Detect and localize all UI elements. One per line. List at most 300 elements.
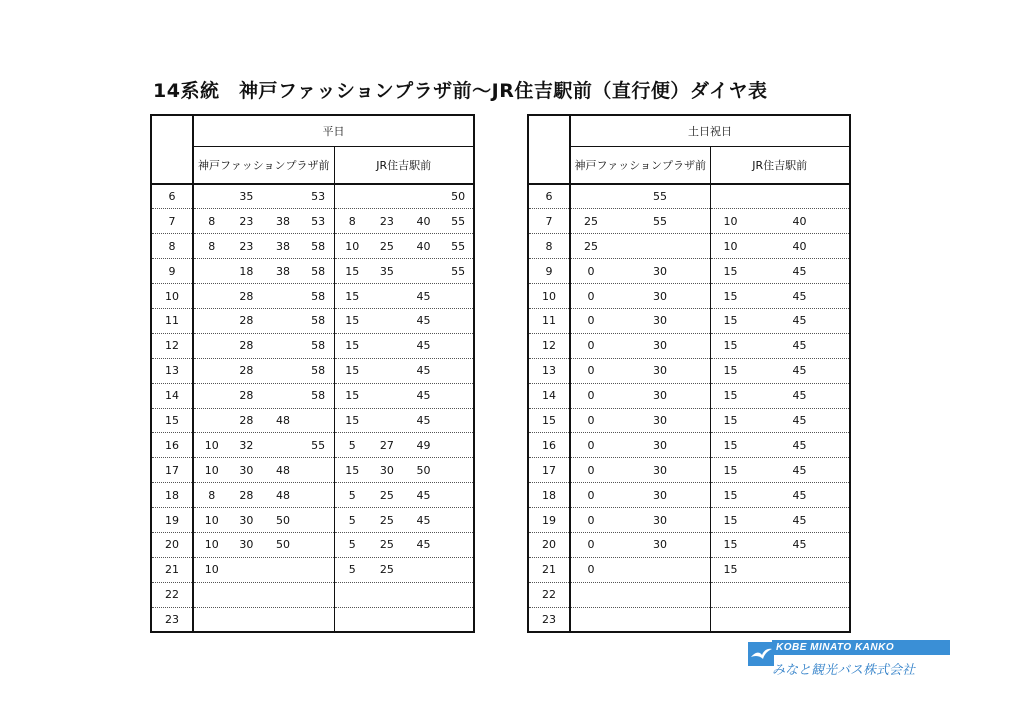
- hour-cell: 10: [151, 284, 193, 309]
- departures-a-cell: [193, 408, 334, 433]
- departure-minute: 27: [379, 438, 394, 452]
- departure-minute: 8: [208, 239, 216, 253]
- holiday-stop-a-header: 神戸ファッションプラザ前: [570, 147, 710, 185]
- departures-b-cell: [334, 582, 474, 607]
- departure-minute: 45: [792, 339, 807, 353]
- table-row: [151, 284, 474, 309]
- departures-a-cell: [193, 458, 334, 483]
- departures-b-cell: [710, 458, 850, 483]
- departure-minute: 10: [345, 239, 360, 253]
- departures-b-cell: [334, 358, 474, 383]
- departure-minute: 5: [348, 488, 356, 502]
- departures-a-cell: [570, 383, 710, 408]
- logo-name-jp: みなと観光バス株式会社: [772, 663, 916, 678]
- hour-cell: 18: [151, 483, 193, 508]
- departures-b-cell: [710, 209, 850, 234]
- departures-b-cell: [334, 284, 474, 309]
- departure-minute: 58: [311, 339, 326, 353]
- departure-minute: 28: [239, 314, 254, 328]
- hour-cell: 9: [151, 259, 193, 284]
- hour-cell: 12: [151, 333, 193, 358]
- departure-minute: 10: [204, 563, 219, 577]
- departure-minute: 32: [239, 438, 254, 452]
- departures-b-cell: [334, 483, 474, 508]
- departure-minute: 53: [311, 190, 326, 204]
- hour-cell: 22: [528, 582, 570, 607]
- departure-minute: 30: [653, 264, 667, 278]
- departure-minute: 45: [792, 289, 807, 303]
- departures-a-cell: [570, 607, 710, 632]
- table-row: [151, 333, 474, 358]
- departure-minute: 15: [345, 264, 360, 278]
- departures-a-cell: [570, 209, 710, 234]
- hour-cell: 13: [528, 358, 570, 383]
- departure-minute: 28: [239, 364, 254, 378]
- departures-b-cell: [334, 209, 474, 234]
- departure-minute: 15: [723, 264, 738, 278]
- table-row: [151, 234, 474, 259]
- departures-a-cell: [570, 483, 710, 508]
- departure-minute: 15: [723, 513, 738, 527]
- table-row: [528, 358, 850, 383]
- departure-minute: 15: [723, 389, 738, 403]
- departure-minute: 0: [587, 513, 595, 527]
- departure-minute: 10: [204, 513, 219, 527]
- departures-a-cell: [570, 508, 710, 533]
- table-row: [528, 508, 850, 533]
- departures-a-cell: [570, 234, 710, 259]
- departures-b-cell: [710, 333, 850, 358]
- departure-minute: 18: [239, 264, 254, 278]
- departure-minute: 10: [723, 214, 738, 228]
- departures-a-cell: [193, 582, 334, 607]
- table-row: [151, 557, 474, 582]
- departure-minute: 45: [416, 289, 431, 303]
- table-row: [528, 259, 850, 284]
- table-row: [528, 383, 850, 408]
- departure-minute: 15: [723, 413, 738, 427]
- table-row: [528, 308, 850, 333]
- departure-minute: 15: [723, 488, 738, 502]
- table-row: [528, 433, 850, 458]
- hour-cell: 6: [528, 184, 570, 209]
- departures-b-cell: [334, 607, 474, 632]
- holiday-stop-b-header: JR住吉駅前: [710, 147, 850, 185]
- company-logo: [748, 640, 948, 678]
- departure-minute: 0: [587, 289, 595, 303]
- departure-minute: 48: [276, 413, 291, 427]
- departure-minute: 45: [792, 413, 807, 427]
- departures-a-cell: [193, 308, 334, 333]
- departures-a-cell: [570, 433, 710, 458]
- departure-minute: 28: [239, 339, 254, 353]
- departure-minute: 30: [653, 413, 667, 427]
- hour-cell: 7: [151, 209, 193, 234]
- departure-minute: 45: [416, 513, 431, 527]
- departure-minute: 5: [348, 563, 356, 577]
- departure-minute: 8: [208, 214, 216, 228]
- departure-minute: 25: [379, 538, 394, 552]
- table-row: [528, 557, 850, 582]
- departures-b-cell: [334, 308, 474, 333]
- hour-cell: 11: [528, 308, 570, 333]
- hour-cell: 14: [151, 383, 193, 408]
- departure-minute: 48: [276, 463, 291, 477]
- hour-cell: 22: [151, 582, 193, 607]
- departures-b-cell: [710, 532, 850, 557]
- departure-minute: 15: [345, 314, 360, 328]
- hour-cell: 15: [528, 408, 570, 433]
- table-row: [151, 184, 474, 209]
- departure-minute: 58: [311, 314, 326, 328]
- departure-minute: 50: [276, 513, 291, 527]
- departure-minute: 0: [587, 488, 595, 502]
- hour-cell: 20: [151, 532, 193, 557]
- departures-a-cell: [570, 284, 710, 309]
- departure-minute: 30: [379, 463, 394, 477]
- departure-minute: 45: [792, 264, 807, 278]
- departure-minute: 10: [204, 463, 219, 477]
- departure-minute: 15: [345, 364, 360, 378]
- departure-minute: 50: [416, 463, 431, 477]
- departure-minute: 45: [792, 488, 807, 502]
- departure-minute: 5: [348, 438, 356, 452]
- departure-minute: 15: [723, 563, 738, 577]
- departure-minute: 28: [239, 289, 254, 303]
- departures-a-cell: [193, 433, 334, 458]
- departure-minute: 45: [416, 389, 431, 403]
- departure-minute: 58: [311, 364, 326, 378]
- departure-minute: 50: [451, 190, 466, 204]
- departure-minute: 35: [239, 190, 254, 204]
- departure-minute: 23: [239, 214, 254, 228]
- hour-cell: 18: [528, 483, 570, 508]
- hour-cell: 9: [528, 259, 570, 284]
- departure-minute: 48: [276, 488, 291, 502]
- weekday-rows: [151, 184, 474, 632]
- departure-minute: 30: [653, 513, 667, 527]
- departure-minute: 15: [723, 463, 738, 477]
- departure-minute: 38: [276, 214, 291, 228]
- table-row: [528, 607, 850, 632]
- departure-minute: 25: [379, 239, 394, 253]
- hour-cell: 21: [151, 557, 193, 582]
- table-row: [151, 209, 474, 234]
- departure-minute: 15: [723, 538, 738, 552]
- departure-minute: 45: [416, 339, 431, 353]
- departure-minute: 49: [416, 438, 431, 452]
- departures-a-cell: [193, 259, 334, 284]
- table-row: [151, 383, 474, 408]
- departure-minute: 30: [653, 314, 667, 328]
- departure-minute: 38: [276, 239, 291, 253]
- hour-cell: 13: [151, 358, 193, 383]
- table-row: [528, 458, 850, 483]
- table-row: [528, 234, 850, 259]
- departures-a-cell: [193, 383, 334, 408]
- departure-minute: 23: [379, 214, 394, 228]
- departures-a-cell: [193, 184, 334, 209]
- departure-minute: 25: [584, 214, 598, 228]
- departure-minute: 30: [239, 513, 254, 527]
- departures-b-cell: [334, 532, 474, 557]
- departure-minute: 30: [653, 364, 667, 378]
- weekday-label: 平日: [193, 115, 474, 147]
- departure-minute: 0: [587, 438, 595, 452]
- departure-minute: 28: [239, 488, 254, 502]
- page-title: 14系統 神戸ファッションプラザ前～JR住吉駅前（直行便）ダイヤ表: [153, 80, 768, 102]
- departure-minute: 25: [379, 563, 394, 577]
- departure-minute: 0: [587, 563, 595, 577]
- departure-minute: 45: [416, 314, 431, 328]
- holiday-timetable: [527, 114, 851, 633]
- departure-minute: 0: [587, 364, 595, 378]
- departure-minute: 5: [348, 513, 356, 527]
- departure-minute: 45: [792, 513, 807, 527]
- departure-minute: 35: [379, 264, 394, 278]
- departure-minute: 30: [653, 289, 667, 303]
- table-row: [151, 408, 474, 433]
- departures-b-cell: [710, 184, 850, 209]
- departure-minute: 25: [584, 239, 598, 253]
- weekday-timetable: [150, 114, 475, 633]
- departures-b-cell: [710, 259, 850, 284]
- departures-b-cell: [334, 408, 474, 433]
- hour-cell: 17: [528, 458, 570, 483]
- departure-minute: 55: [653, 190, 667, 204]
- departures-a-cell: [570, 408, 710, 433]
- table-row: [528, 483, 850, 508]
- departure-minute: 0: [587, 463, 595, 477]
- departure-minute: 55: [451, 239, 466, 253]
- table-row: [151, 458, 474, 483]
- departure-minute: 45: [792, 314, 807, 328]
- departure-minute: 40: [416, 214, 431, 228]
- departure-minute: 10: [204, 538, 219, 552]
- hour-cell: 6: [151, 184, 193, 209]
- departure-minute: 8: [348, 214, 356, 228]
- hour-column-header: [528, 115, 570, 184]
- departure-minute: 30: [653, 463, 667, 477]
- departures-a-cell: [570, 184, 710, 209]
- hour-cell: 23: [151, 607, 193, 632]
- departures-a-cell: [193, 607, 334, 632]
- departure-minute: 55: [653, 214, 667, 228]
- departures-b-cell: [710, 308, 850, 333]
- table-row: [151, 582, 474, 607]
- table-row: [528, 408, 850, 433]
- table-row: [528, 582, 850, 607]
- hour-cell: 17: [151, 458, 193, 483]
- departure-minute: 40: [792, 214, 807, 228]
- holiday-rows: [528, 184, 850, 632]
- departures-a-cell: [193, 557, 334, 582]
- departures-b-cell: [334, 557, 474, 582]
- hour-cell: 21: [528, 557, 570, 582]
- departure-minute: 0: [587, 339, 595, 353]
- departure-minute: 30: [653, 488, 667, 502]
- departures-a-cell: [193, 358, 334, 383]
- departure-minute: 30: [239, 538, 254, 552]
- departures-b-cell: [710, 483, 850, 508]
- departure-minute: 0: [587, 413, 595, 427]
- departures-a-cell: [193, 333, 334, 358]
- hour-cell: 10: [528, 284, 570, 309]
- hour-cell: 16: [528, 433, 570, 458]
- departures-a-cell: [193, 209, 334, 234]
- table-row: [151, 483, 474, 508]
- hour-cell: 20: [528, 532, 570, 557]
- weekday-stop-a-header: 神戸ファッションプラザ前: [193, 147, 334, 185]
- departure-minute: 53: [311, 214, 326, 228]
- hour-cell: 23: [528, 607, 570, 632]
- departures-b-cell: [710, 607, 850, 632]
- departure-minute: 30: [653, 339, 667, 353]
- departures-b-cell: [334, 433, 474, 458]
- departure-minute: 25: [379, 488, 394, 502]
- table-row: [528, 209, 850, 234]
- departures-b-cell: [710, 383, 850, 408]
- table-row: [151, 358, 474, 383]
- departure-minute: 45: [792, 364, 807, 378]
- departures-a-cell: [570, 582, 710, 607]
- departures-b-cell: [334, 333, 474, 358]
- hour-cell: 14: [528, 383, 570, 408]
- weekday-stop-b-header: JR住吉駅前: [334, 147, 474, 185]
- departure-minute: 10: [723, 239, 738, 253]
- departure-minute: 50: [276, 538, 291, 552]
- departures-b-cell: [710, 433, 850, 458]
- seagull-icon: [748, 642, 774, 666]
- table-row: [151, 308, 474, 333]
- hour-cell: 11: [151, 308, 193, 333]
- departure-minute: 30: [653, 438, 667, 452]
- hour-cell: 8: [151, 234, 193, 259]
- departures-b-cell: [710, 582, 850, 607]
- departure-minute: 25: [379, 513, 394, 527]
- hour-cell: 7: [528, 209, 570, 234]
- table-row: [528, 284, 850, 309]
- departure-minute: 15: [345, 389, 360, 403]
- table-row: [528, 532, 850, 557]
- departures-a-cell: [193, 508, 334, 533]
- table-row: [151, 433, 474, 458]
- departure-minute: 15: [345, 289, 360, 303]
- departure-minute: 0: [587, 538, 595, 552]
- departures-b-cell: [334, 508, 474, 533]
- departure-minute: 45: [416, 364, 431, 378]
- departures-a-cell: [570, 358, 710, 383]
- departure-minute: 0: [587, 264, 595, 278]
- hour-column-header: [151, 115, 193, 184]
- departure-minute: 23: [239, 239, 254, 253]
- departure-minute: 15: [345, 339, 360, 353]
- departure-minute: 45: [416, 413, 431, 427]
- departure-minute: 8: [208, 488, 216, 502]
- departure-minute: 15: [723, 314, 738, 328]
- hour-cell: 19: [528, 508, 570, 533]
- departure-minute: 45: [792, 389, 807, 403]
- departures-a-cell: [570, 557, 710, 582]
- departures-a-cell: [570, 532, 710, 557]
- departures-a-cell: [193, 483, 334, 508]
- departure-minute: 58: [311, 389, 326, 403]
- departure-minute: 30: [239, 463, 254, 477]
- table-row: [151, 259, 474, 284]
- departure-minute: 58: [311, 289, 326, 303]
- departure-minute: 15: [723, 438, 738, 452]
- departures-b-cell: [334, 184, 474, 209]
- departure-minute: 55: [451, 264, 466, 278]
- departure-minute: 5: [348, 538, 356, 552]
- departures-a-cell: [570, 458, 710, 483]
- table-row: [151, 532, 474, 557]
- departure-minute: 28: [239, 389, 254, 403]
- departure-minute: 58: [311, 239, 326, 253]
- departures-b-cell: [334, 259, 474, 284]
- departure-minute: 40: [416, 239, 431, 253]
- departure-minute: 38: [276, 264, 291, 278]
- departure-minute: 15: [723, 364, 738, 378]
- departures-a-cell: [193, 234, 334, 259]
- departures-b-cell: [334, 383, 474, 408]
- departure-minute: 15: [723, 289, 738, 303]
- hour-cell: 15: [151, 408, 193, 433]
- departure-minute: 15: [345, 413, 360, 427]
- departure-minute: 45: [792, 463, 807, 477]
- logo-name-en: KOBE MINATO KANKO: [772, 640, 950, 655]
- departure-minute: 15: [345, 463, 360, 477]
- hour-cell: 16: [151, 433, 193, 458]
- departure-minute: 0: [587, 389, 595, 403]
- departures-b-cell: [334, 458, 474, 483]
- hour-cell: 12: [528, 333, 570, 358]
- departures-b-cell: [710, 234, 850, 259]
- table-row: [528, 184, 850, 209]
- hour-cell: 19: [151, 508, 193, 533]
- departures-a-cell: [570, 259, 710, 284]
- departure-minute: 30: [653, 389, 667, 403]
- departure-minute: 55: [311, 438, 326, 452]
- departure-minute: 28: [239, 413, 254, 427]
- departures-a-cell: [570, 308, 710, 333]
- departure-minute: 45: [416, 538, 431, 552]
- departure-minute: 0: [587, 314, 595, 328]
- departure-minute: 58: [311, 264, 326, 278]
- departures-b-cell: [334, 234, 474, 259]
- departures-b-cell: [710, 408, 850, 433]
- departure-minute: 40: [792, 239, 807, 253]
- departure-minute: 15: [723, 339, 738, 353]
- table-row: [528, 333, 850, 358]
- departure-minute: 30: [653, 538, 667, 552]
- departure-minute: 45: [792, 538, 807, 552]
- departures-a-cell: [193, 284, 334, 309]
- table-row: [151, 607, 474, 632]
- holiday-label: 土日祝日: [570, 115, 850, 147]
- departures-b-cell: [710, 358, 850, 383]
- departure-minute: 10: [204, 438, 219, 452]
- table-row: [151, 508, 474, 533]
- departures-a-cell: [193, 532, 334, 557]
- departure-minute: 45: [416, 488, 431, 502]
- departures-a-cell: [570, 333, 710, 358]
- departure-minute: 45: [792, 438, 807, 452]
- departure-minute: 55: [451, 214, 466, 228]
- departures-b-cell: [710, 557, 850, 582]
- hour-cell: 8: [528, 234, 570, 259]
- departures-b-cell: [710, 284, 850, 309]
